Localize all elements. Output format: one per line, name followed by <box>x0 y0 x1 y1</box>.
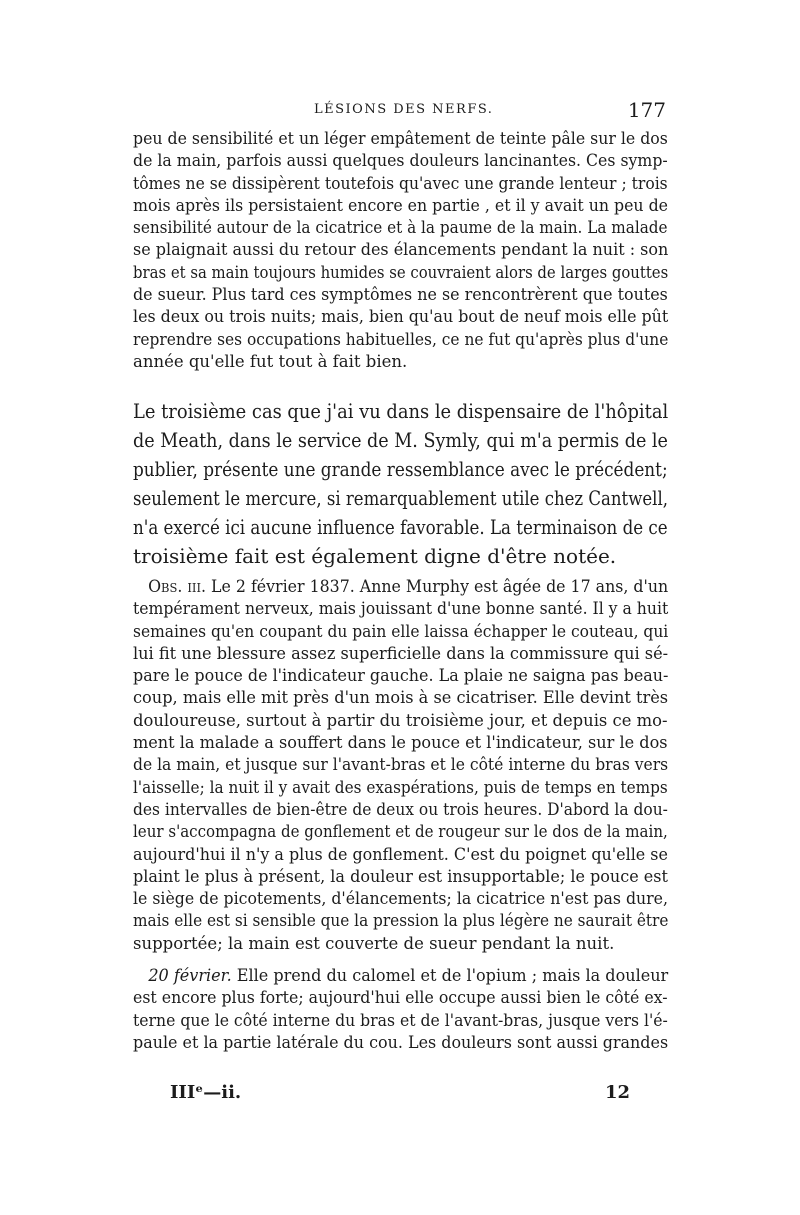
text-line: des intervalles de bien-être de deux ou trois heures. D'abord la dou- <box>133 799 668 819</box>
date-first-line: Elle prend du calomel et de l'opium ; mais la douleur <box>231 966 669 985</box>
observation-label: Obs. iii. <box>148 577 207 596</box>
text-line: seulement le mercure, si remarquablement utile chez Cantwell, <box>133 486 668 510</box>
text-line: aujourd'hui il n'y a plus de gonflement. C'est du poignet qu'elle se <box>133 844 668 864</box>
text-line: reprendre ses occupations habituelles, ce ne fut qu'après plus d'une <box>133 329 669 349</box>
text-line: tômes ne se dissipèrent toutefois qu'avec une grande lenteur ; trois <box>133 173 668 193</box>
running-title: LÉSIONS DES NERFS. <box>314 102 494 117</box>
page-number: 177 <box>627 98 666 122</box>
paragraph-third-case <box>133 397 668 571</box>
text-line: publier, présente une grande ressemblance avec le précédent; <box>133 457 668 481</box>
text-line: mois après ils persistaient encore en partie , et il y avait un peu de <box>133 195 669 215</box>
text-line: est encore plus forte; aujourd'hui elle occupe aussi bien le côté ex- <box>133 988 668 1008</box>
observation-first-line: Le 2 février 1837. Anne Murphy est âgée de 17 ans, d'un <box>206 577 669 596</box>
text-line: le siège de picotements, d'élancements; la cicatrice n'est pas dure, <box>133 889 668 909</box>
text-line: plaint le plus à présent, la douleur est insupportable; le pouce est <box>133 866 668 886</box>
text-line: leur s'accompagna de gonflement et de rougeur sur le dos de la main, <box>133 822 668 842</box>
text-line: se plaignait aussi du retour des élancements pendant la nuit : son <box>133 240 669 260</box>
running-header <box>134 98 666 124</box>
text-line: paule et la partie latérale du cou. Les douleurs sont aussi grandes <box>133 1032 669 1052</box>
text-line: année qu'elle fut tout à fait bien. <box>133 351 408 371</box>
text-line: tempérament nerveux, mais jouissant d'une bonne santé. Il y a huit <box>133 599 669 619</box>
text-line: semaines qu'en coupant du pain elle laissa échapper le couteau, qui <box>133 621 669 641</box>
text-line: peu de sensibilité et un léger empâtement de teinte pâle sur le dos <box>133 129 668 148</box>
text-line: n'a exercé ici aucune influence favorable. La terminaison de ce <box>133 515 668 539</box>
text-line: pare le pouce de l'indicateur gauche. La plaie ne saigna pas beau- <box>133 666 669 686</box>
text-line: de Meath, dans le service de M. Symly, qui m'a permis de le <box>133 428 668 452</box>
text-line: l'aisselle; la nuit il y avait des exaspérations, puis de temps en temps <box>133 777 668 797</box>
text-line: supportée; la main est couverte de sueur pendant la nuit. <box>133 933 615 953</box>
signature-number: 12 <box>604 1082 630 1103</box>
text-line: coup, mais elle mit près d'un mois à se cicatriser. Elle devint très <box>133 688 669 708</box>
text-line: les deux ou trois nuits; mais, bien qu'au bout de neuf mois elle pût <box>133 307 669 327</box>
paragraph-february-20 <box>133 965 668 1054</box>
paragraph-observation <box>133 576 668 955</box>
signature-mark: IIIᵉ—ii. <box>170 1082 242 1103</box>
text-line <box>133 965 669 987</box>
text-line: de la main, parfois aussi quelques douleurs lancinantes. Ces symp- <box>133 151 668 171</box>
text-line: douloureuse, surtout à partir du troisième jour, et depuis ce mo- <box>133 710 668 730</box>
text-line: troisième fait est également digne d'être notée. <box>133 544 617 568</box>
date-label: 20 février. <box>148 966 232 985</box>
text-line: terne que le côté interne du bras et de l'avant-bras, jusque vers l'é- <box>133 1010 668 1030</box>
text-line: Le troisième cas que j'ai vu dans le dispensaire de l'hôpital <box>133 399 669 423</box>
text-line: sensibilité autour de la cicatrice et à la paume de la main. La malade <box>133 218 668 238</box>
text-line: lui fit une blessure assez superficielle dans la commissure qui sé- <box>133 643 669 663</box>
page-footer <box>170 1082 630 1108</box>
text-line <box>133 576 669 598</box>
text-line: de la main, et jusque sur l'avant-bras et le côté interne du bras vers <box>133 755 669 775</box>
text-line: de sueur. Plus tard ces symptômes ne se rencontrèrent que toutes <box>133 285 668 305</box>
text-line: mais elle est si sensible que la pression la plus légère ne saurait être <box>133 911 669 931</box>
text-line: ment la malade a souffert dans le pouce et l'indicateur, sur le dos <box>133 733 668 753</box>
paragraph-continuation <box>133 128 668 373</box>
text-line: bras et sa main toujours humides se couvraient alors de larges gouttes <box>133 262 669 282</box>
